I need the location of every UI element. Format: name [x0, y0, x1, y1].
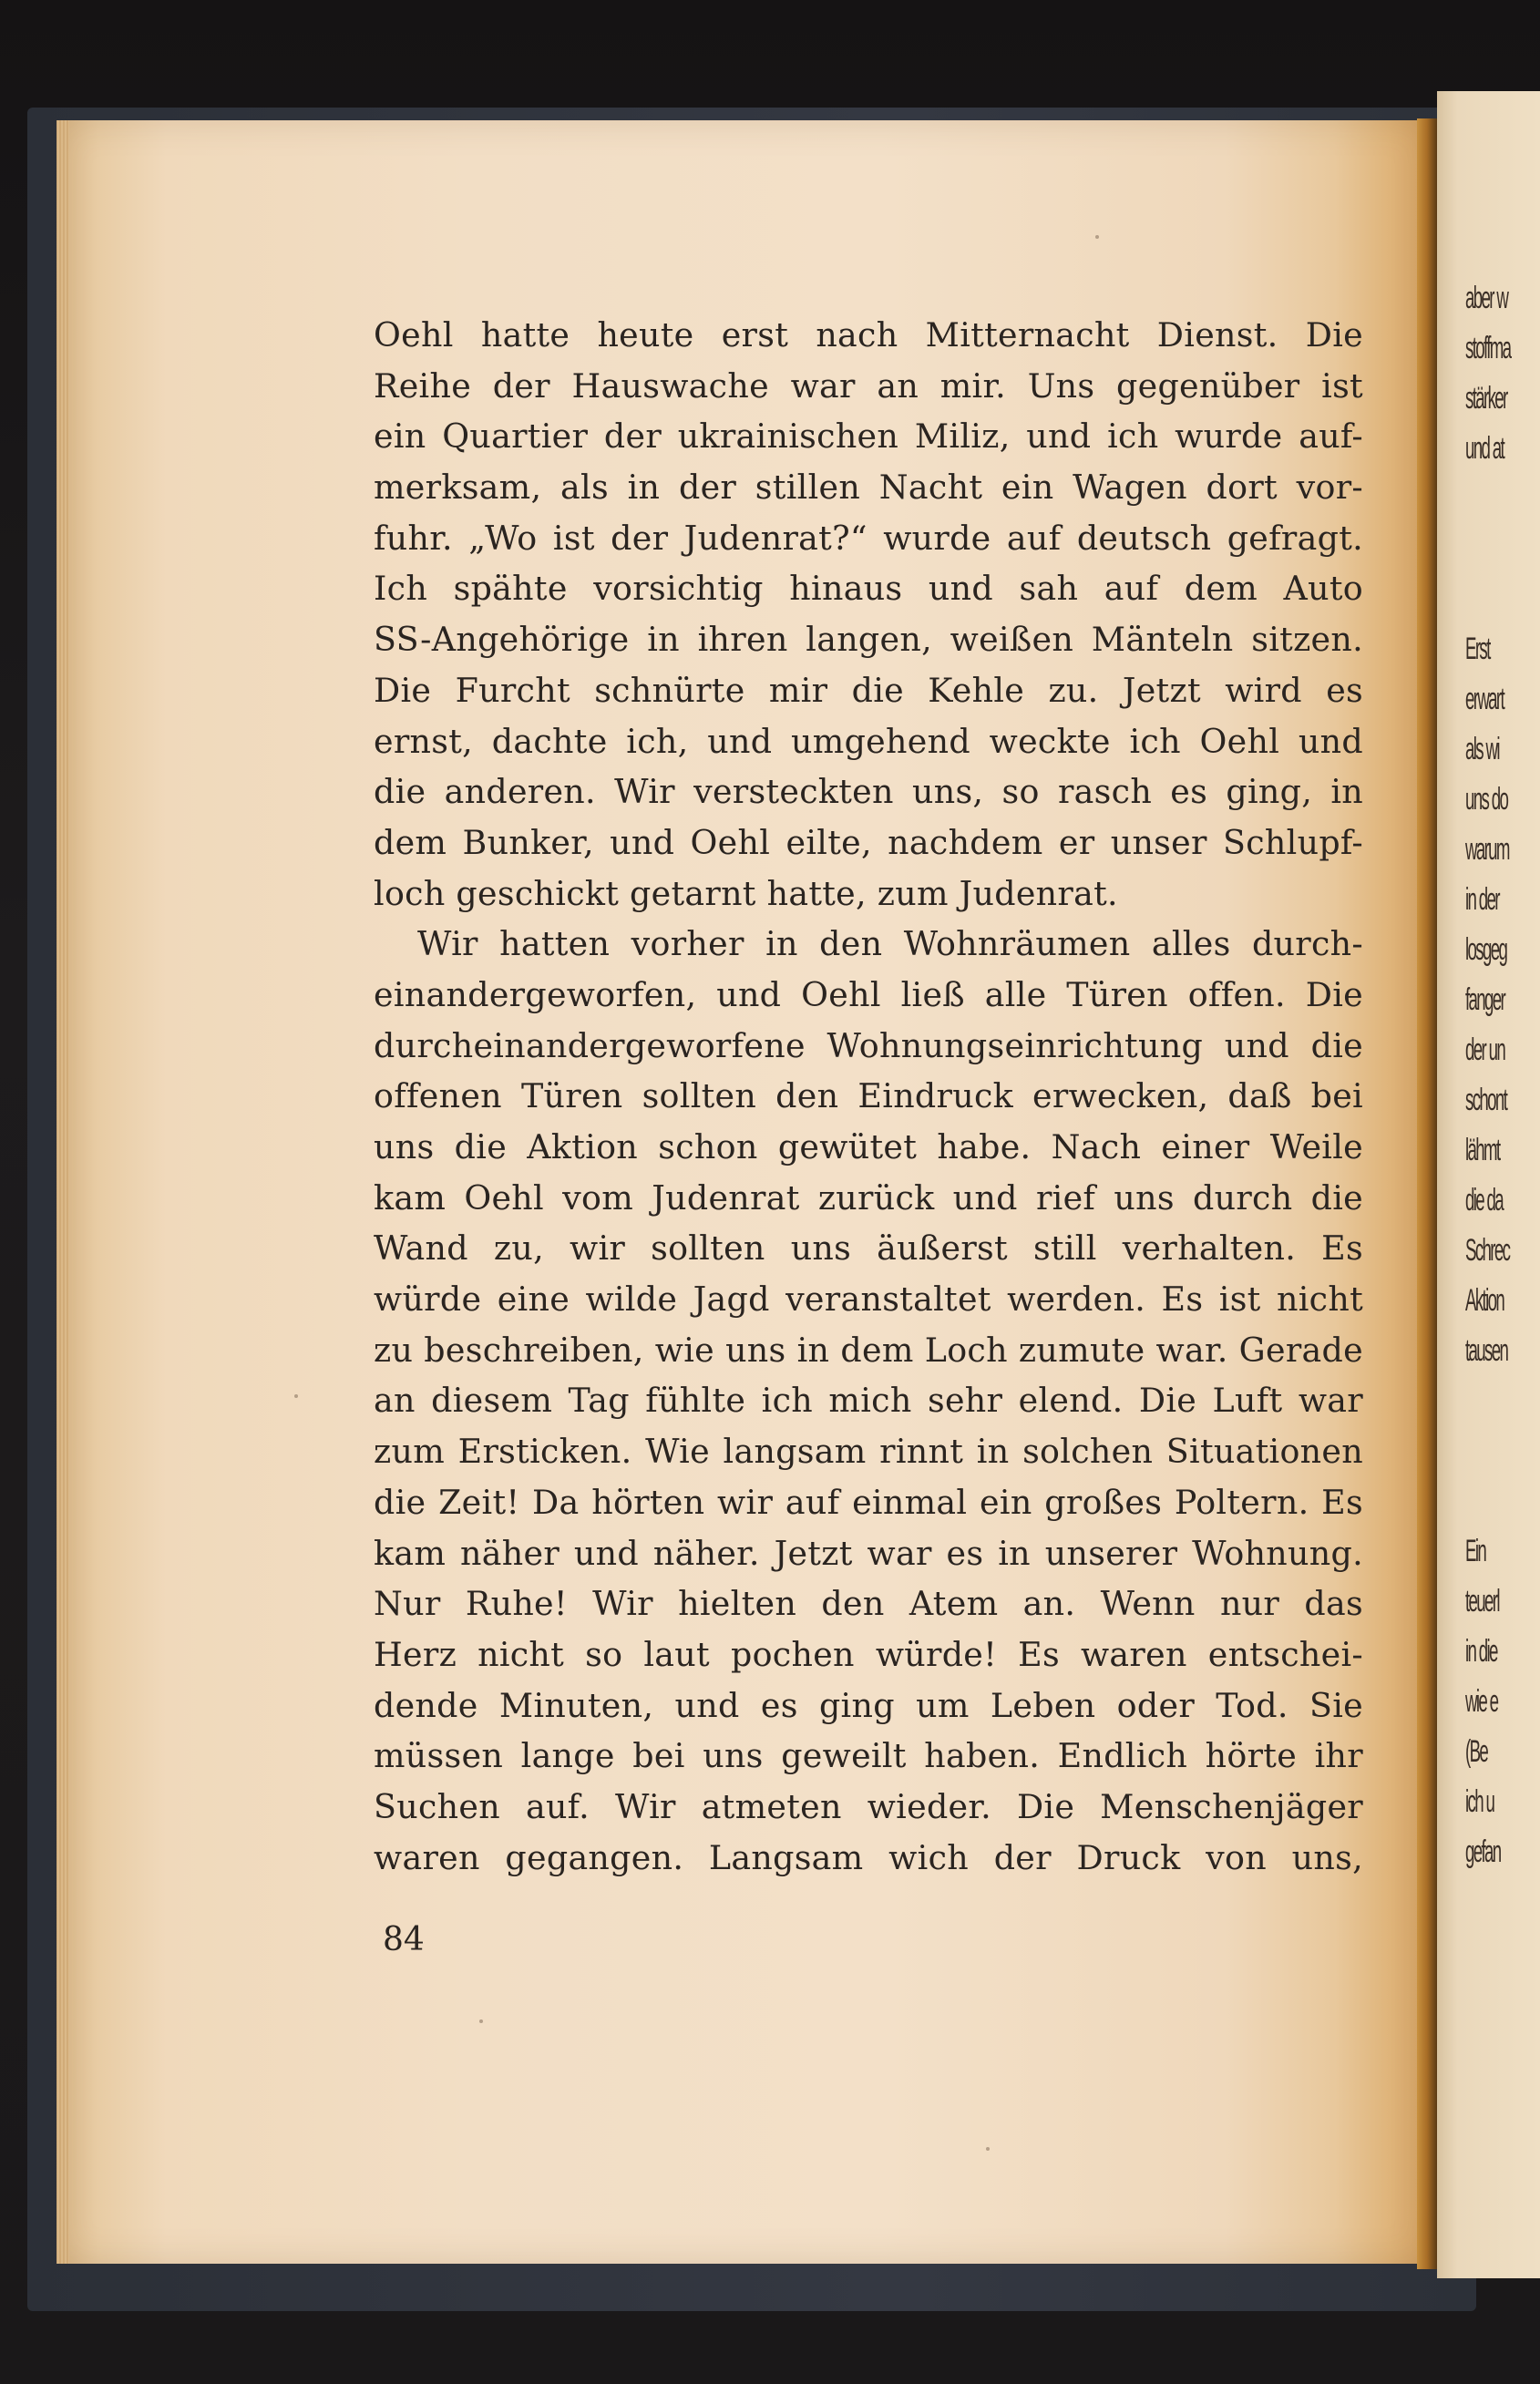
text-line: Nur Ruhe! Wir hielten den Atem an. Wenn nur das — [374, 1584, 1363, 1624]
body-text — [374, 310, 1363, 1883]
text-line: fuhr. „Wo ist der Judenrat?“ wurde auf deutsch gefragt. — [374, 518, 1363, 558]
text-line: Wir hatten vorher in den Wohnräumen alles durch- — [417, 924, 1363, 964]
text-line: Die Furcht schnürte mir die Kehle zu. Jetzt wird es — [374, 670, 1363, 710]
text-line: merksam, als in der stillen Nacht ein Wagen dort vor- — [374, 468, 1363, 508]
text-line: an diesem Tag fühlte ich mich sehr elend. Die Luft war — [374, 1381, 1363, 1421]
text-line: kam Oehl vom Judenrat zurück und rief uns durch die — [374, 1177, 1363, 1218]
text-line: kam näher und näher. Jetzt war es in unserer Wohnung. — [374, 1533, 1363, 1573]
text-line: die Zeit! Da hörten wir auf einmal ein großes Poltern. Es — [374, 1482, 1363, 1522]
paper-speck — [479, 2019, 483, 2023]
text-line: Herz nicht so laut pochen würde! Es waren entschei- — [374, 1634, 1363, 1674]
paper-speck — [294, 1394, 298, 1398]
text-line: durcheinandergeworfene Wohnungseinrichtung und die — [374, 1025, 1363, 1065]
text-line: ein Quartier der ukrainischen Miliz, und ich wurde auf- — [374, 416, 1363, 457]
text-line: ernst, dachte ich, und umgehend weckte ich Oehl und — [374, 721, 1363, 761]
text-line: Oehl hatte heute erst nach Mitternacht Dienst. Die — [374, 315, 1363, 355]
page-number: 84 — [383, 1921, 425, 1958]
text-line: zum Ersticken. Wie langsam rinnt in solchen Situationen — [374, 1432, 1363, 1472]
paper-speck — [1095, 235, 1099, 239]
text-line: müssen lange bei uns geweilt haben. Endlich hörte ihr — [374, 1736, 1363, 1776]
paper-speck — [986, 2147, 990, 2151]
text-line: einandergeworfen, und Oehl ließ alle Türen offen. Die — [374, 974, 1363, 1014]
text-line: uns die Aktion schon gewütet habe. Nach einer Weile — [374, 1127, 1363, 1166]
text-line: loch geschickt getarnt hatte, zum Judenrat. — [374, 873, 1118, 913]
text-line: offenen Türen sollten den Eindruck erwecken, daß bei — [374, 1076, 1363, 1116]
text-line: waren gegangen. Langsam wich der Druck von uns, — [374, 1837, 1363, 1877]
text-line: Ich spähte vorsichtig hinaus und sah auf dem Auto — [374, 569, 1363, 609]
text-line: SS-Angehörige in ihren langen, weißen Mänteln sitzen. — [374, 620, 1363, 660]
text-line: Reihe der Hauswache war an mir. Uns gegenüber ist — [374, 365, 1363, 406]
page-edge — [56, 120, 69, 2264]
text-line: Wand zu, wir sollten uns äußerst still verhalten. Es — [374, 1228, 1363, 1269]
text-line: die anderen. Wir versteckten uns, so rasch es ging, in — [374, 772, 1363, 812]
text-line: dem Bunker, und Oehl eilte, nachdem er unser Schlupf- — [374, 822, 1363, 862]
text-line: Suchen auf. Wir atmeten wieder. Die Menschenjäger — [374, 1786, 1363, 1826]
next-page-fragments: aber w stoffma stärker und at Erst erwart als wi uns do warum in der losgeg fanger der un schont lähmt die da Schrec Aktion tausen Ein teuerl in die wie e (Be ich u — [1465, 281, 1511, 1819]
text-line: dende Minuten, und es ging um Leben oder Tod. Sie — [374, 1685, 1363, 1725]
book-gutter — [1417, 118, 1437, 2269]
text-line: zu beschreiben, wie uns in dem Loch zumute war. Gerade — [374, 1330, 1363, 1370]
text-line: würde eine wilde Jagd veranstaltet werden. Es ist nicht — [374, 1279, 1363, 1320]
